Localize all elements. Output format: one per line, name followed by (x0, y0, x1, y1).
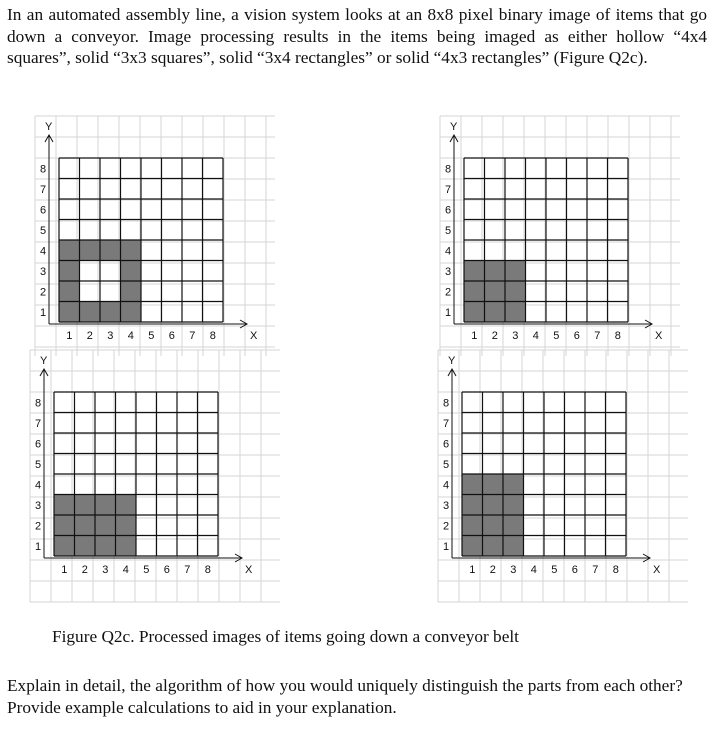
figure-top-right (440, 116, 680, 356)
filled-pixel (464, 261, 485, 282)
x-tick-label: 5 (553, 330, 560, 342)
y-axis-label: Y (450, 121, 458, 133)
x-tick-label: 6 (168, 330, 175, 342)
y-tick-label: 8 (445, 163, 452, 176)
filled-pixel (54, 515, 75, 536)
x-tick-label: 1 (471, 330, 478, 342)
filled-pixel (505, 302, 526, 323)
filled-pixel (59, 240, 80, 261)
filled-pixel (95, 536, 116, 557)
x-axis-label: X (245, 564, 253, 576)
x-tick-label: 3 (102, 564, 109, 576)
filled-pixel (121, 240, 142, 261)
filled-pixel (503, 495, 524, 516)
x-tick-label: 8 (614, 330, 621, 342)
y-tick-label: 3 (40, 265, 47, 278)
y-tick-label: 2 (445, 286, 452, 299)
x-tick-label: 5 (148, 330, 155, 342)
y-tick-label: 5 (35, 458, 42, 471)
filled-pixel (75, 515, 96, 536)
filled-pixel (100, 240, 121, 261)
x-tick-label: 4 (530, 564, 537, 576)
filled-pixel (54, 495, 75, 516)
y-tick-label: 1 (445, 306, 452, 319)
filled-pixel (121, 261, 142, 282)
x-tick-label: 6 (573, 330, 580, 342)
filled-pixel (462, 515, 483, 536)
y-tick-label: 8 (35, 397, 42, 410)
y-tick-label: 4 (445, 245, 452, 258)
x-tick-label: 1 (66, 330, 73, 342)
filled-pixel (483, 474, 504, 495)
x-tick-label: 2 (86, 330, 93, 342)
y-axis-label: Y (448, 355, 456, 367)
y-tick-label: 8 (443, 397, 450, 410)
y-tick-label: 1 (40, 306, 47, 319)
filled-pixel (121, 302, 142, 323)
y-tick-label: 4 (35, 479, 42, 492)
x-tick-label: 8 (209, 330, 216, 342)
filled-pixel (483, 515, 504, 536)
filled-pixel (59, 302, 80, 323)
filled-pixel (116, 536, 137, 557)
y-tick-label: 3 (443, 499, 450, 512)
x-tick-label: 2 (489, 564, 496, 576)
x-tick-label: 7 (184, 564, 191, 576)
x-tick-label: 5 (143, 564, 150, 576)
filled-pixel (100, 302, 121, 323)
y-tick-label: 2 (443, 520, 450, 533)
x-tick-label: 2 (491, 330, 498, 342)
filled-pixel (75, 536, 96, 557)
y-tick-label: 3 (35, 499, 42, 512)
intro-paragraph: In an automated assembly line, a vision system looks at an 8x8 pixel binary image of items that go down a conveyor. Image processing results in the items being imaged as either hollow “4x4 squares”, solid “3x3 squares”, solid “3x4 rectangles” or solid “4x3 rectangles” (Figure Q2c). (7, 5, 707, 67)
x-tick-label: 5 (551, 564, 558, 576)
filled-pixel (121, 281, 142, 302)
y-tick-label: 4 (443, 479, 450, 492)
figure-bottom-left (30, 350, 280, 602)
figure-top-left (35, 116, 275, 356)
filled-pixel (483, 495, 504, 516)
filled-pixel (80, 302, 101, 323)
y-tick-label: 6 (445, 204, 452, 217)
y-tick-label: 7 (40, 183, 47, 196)
x-tick-label: 4 (532, 330, 539, 342)
y-tick-label: 7 (35, 417, 42, 430)
filled-pixel (505, 261, 526, 282)
y-tick-label: 4 (40, 245, 47, 258)
filled-pixel (503, 474, 524, 495)
x-tick-label: 3 (107, 330, 114, 342)
y-tick-label: 5 (443, 458, 450, 471)
x-tick-label: 7 (592, 564, 599, 576)
filled-pixel (116, 515, 137, 536)
y-axis-label: Y (40, 355, 48, 367)
y-tick-label: 2 (40, 286, 47, 299)
filled-pixel (462, 474, 483, 495)
filled-pixel (503, 536, 524, 557)
x-tick-label: 3 (510, 564, 517, 576)
y-tick-label: 7 (443, 417, 450, 430)
filled-pixel (95, 515, 116, 536)
filled-pixel (464, 302, 485, 323)
x-tick-label: 8 (612, 564, 619, 576)
y-tick-label: 7 (445, 183, 452, 196)
x-tick-label: 3 (512, 330, 519, 342)
y-axis-label: Y (45, 121, 53, 133)
filled-pixel (59, 281, 80, 302)
filled-pixel (485, 281, 506, 302)
x-tick-label: 1 (469, 564, 476, 576)
x-tick-label: 6 (163, 564, 170, 576)
filled-pixel (54, 536, 75, 557)
filled-pixel (505, 281, 526, 302)
x-axis-label: X (653, 564, 661, 576)
filled-pixel (485, 261, 506, 282)
x-tick-label: 4 (122, 564, 129, 576)
filled-pixel (485, 302, 506, 323)
filled-pixel (80, 240, 101, 261)
x-axis-label: X (655, 330, 663, 342)
y-tick-label: 6 (35, 438, 42, 451)
x-tick-label: 7 (594, 330, 601, 342)
y-tick-label: 6 (443, 438, 450, 451)
y-tick-label: 1 (443, 540, 450, 553)
filled-pixel (462, 536, 483, 557)
y-tick-label: 5 (40, 224, 47, 237)
x-axis-label: X (250, 330, 258, 342)
x-tick-label: 6 (571, 564, 578, 576)
filled-pixel (464, 281, 485, 302)
y-tick-label: 1 (35, 540, 42, 553)
y-tick-label: 8 (40, 163, 47, 176)
question-paragraph: Explain in detail, the algorithm of how you would uniquely distinguish the parts from each other? Provide example calculations to aid in your explanation. (7, 676, 683, 717)
filled-pixel (503, 515, 524, 536)
y-tick-label: 3 (445, 265, 452, 278)
x-tick-label: 1 (61, 564, 68, 576)
figure-caption: Figure Q2c. Processed images of items going down a conveyor belt (52, 627, 519, 646)
x-tick-label: 8 (204, 564, 211, 576)
x-tick-label: 4 (127, 330, 134, 342)
filled-pixel (75, 495, 96, 516)
y-tick-label: 5 (445, 224, 452, 237)
filled-pixel (483, 536, 504, 557)
filled-pixel (59, 261, 80, 282)
y-tick-label: 2 (35, 520, 42, 533)
filled-pixel (95, 495, 116, 516)
x-tick-label: 7 (189, 330, 196, 342)
x-tick-label: 2 (81, 564, 88, 576)
figure-bottom-right (438, 350, 688, 602)
filled-pixel (116, 495, 137, 516)
filled-pixel (462, 495, 483, 516)
y-tick-label: 6 (40, 204, 47, 217)
